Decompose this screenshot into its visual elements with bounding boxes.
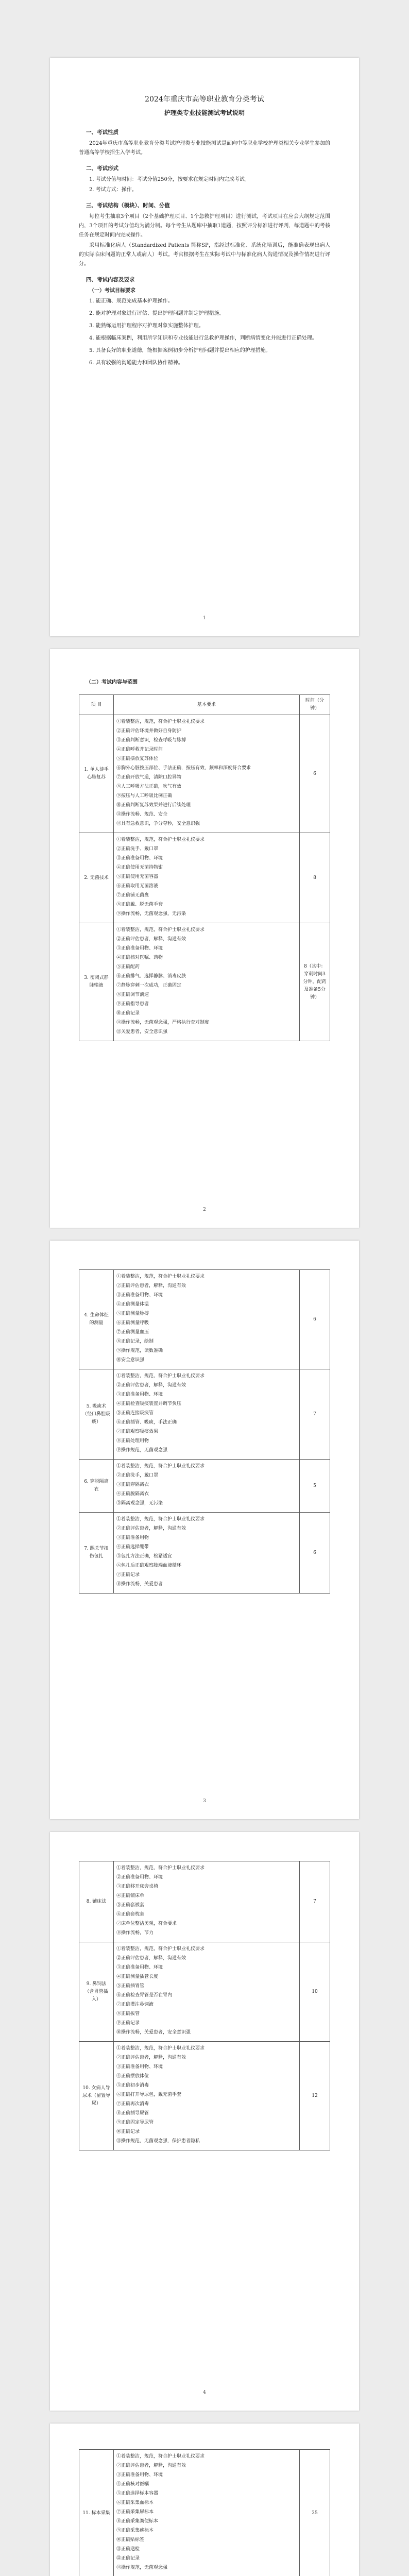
table-body (79, 1270, 330, 1594)
requirement-item: ③正确判断意识，检查呼吸与脉搏 (116, 738, 186, 743)
requirement-item: ④正确使用无菌持物钳 (116, 865, 163, 870)
requirement-item: ④正确检查吸痰装置并调节负压 (116, 1401, 182, 1406)
requirements-cell (114, 923, 300, 1041)
requirement-item: ⑨按压与人工呼吸比例正确 (116, 793, 173, 799)
requirement-item: ②正确评估环境并做好自身防护 (116, 728, 182, 734)
goal-item: 6. 具有较强的沟通能力和团队协作精神。 (89, 360, 183, 366)
requirement-item: ③正确准备用物、环境 (116, 1293, 163, 1298)
time-cell: 7 (300, 1369, 330, 1460)
requirement-item: ④正确选择绷带 (116, 1545, 149, 1550)
time-cell: 8 (300, 833, 330, 923)
requirement-item: ⑦正确铺无菌盘 (116, 893, 149, 898)
requirement-item: ①着装整洁，规范，符合护士职业礼仪要求 (116, 2046, 205, 2051)
document-title: 2024年重庆市高等职业教育分类考试 (145, 95, 264, 104)
requirement-item: ④正确脱隔离衣 (116, 1492, 149, 1497)
requirements-cell (114, 1369, 300, 1460)
requirements-cell (114, 1270, 300, 1369)
exam-content-table-cont (79, 2449, 330, 2576)
project-cell: 2. 无菌技术 (79, 833, 114, 923)
requirement-item: ①着装整洁，规范，符合护士职业礼仪要求 (116, 1517, 205, 1522)
table-row (79, 1460, 330, 1513)
requirement-item: ⑤正确连接吸痰管 (116, 1411, 154, 1416)
requirement-item: ①着装整洁，规范，符合护士职业礼仪要求 (116, 1374, 205, 1379)
requirement-item: ③正确准备用物、环境 (116, 946, 163, 951)
table-header-row (79, 695, 330, 715)
requirement-item: ⑫具有急救意识，争分夺秒，安全意识强 (116, 821, 200, 826)
table-body (79, 715, 330, 1041)
requirement-item: ①着装整洁，规范，符合护士职业礼仪要求 (116, 1946, 205, 1952)
requirement-item: ⑫正确记录 (116, 2556, 140, 2561)
section-2-title: 二、考试形式 (86, 165, 118, 172)
page-5-content (79, 2449, 330, 2576)
requirements-cell (114, 1942, 300, 2042)
requirement-item: ⑧正确戴、脱无菌手套 (116, 902, 163, 907)
document-page-3 (50, 1241, 359, 1819)
requirement-item: ⑧正确记录，绘制 (116, 1339, 154, 1344)
exam-content-table (79, 694, 330, 1041)
requirement-item: ⑥正确排气、选择静脉、消毒皮肤 (116, 974, 186, 979)
requirement-item: ⑤包扎方法正确，松紧适宜 (116, 1554, 173, 1559)
requirement-item: ⑧操作流畅，关爱患者 (116, 1582, 163, 1587)
requirement-item: ⑨操作规范，无菌观念强 (116, 1448, 168, 1453)
requirement-item: ⑦正确再次消毒 (116, 2102, 149, 2107)
project-cell: 10. 女病人导尿术（留置导尿） (79, 2042, 114, 2150)
requirement-item: ②正确评估患者，解释，沟通有效 (116, 1383, 186, 1388)
table-row (79, 1270, 330, 1369)
requirement-item: ⑪操作规范，无菌观念强，保护患者隐私 (116, 2139, 200, 2144)
requirement-item: ①着装整洁，规范，符合护士职业礼仪要求 (116, 719, 205, 724)
requirement-item: ⑤正确初步消毒 (116, 2083, 149, 2088)
requirement-item: ⑩正确记录 (116, 2129, 140, 2134)
section-1-title: 一、考试性质 (86, 129, 118, 135)
table-row (79, 715, 330, 833)
requirement-item: ②正确评估患者，解释，沟通有效 (116, 1283, 186, 1289)
time-cell: 25 (300, 2450, 330, 2576)
header-time: 时间（分钟） (300, 695, 330, 715)
requirement-item: ①着装整洁，规范，符合护士职业礼仪要求 (116, 1274, 205, 1279)
requirement-item: ⑨正确指导患者 (116, 1002, 149, 1007)
time-cell: 7 (300, 1861, 330, 1942)
requirement-item: ⑥正确套枕套 (116, 1912, 145, 1917)
page-number: 1 (203, 616, 206, 621)
page-4-content (79, 1861, 330, 2150)
requirement-item: ⑤正确测量脉搏 (116, 1311, 149, 1316)
requirement-item: ①着装整洁，规范，符合护士职业礼仪要求 (116, 1866, 205, 1871)
document-subtitle: 护理类专业技能测试考试说明 (164, 109, 245, 116)
table-row (79, 1861, 330, 1942)
requirement-item: ⑥正确测量呼吸 (116, 1320, 149, 1326)
requirement-item: ⑩安全意识强 (116, 1358, 145, 1363)
goal-item: 3. 能熟练运用护理程序对护理对象实施整体护理。 (89, 323, 204, 329)
table-row (79, 923, 330, 1041)
header-project: 项 目 (79, 695, 114, 715)
requirement-item: ③正确准备用物、环境 (116, 1392, 163, 1397)
requirement-item: ⑩正确判断复苏效果并进行后续处理 (116, 803, 191, 808)
requirement-item: ⑤正确套被套 (116, 1903, 145, 1908)
requirements-cell (114, 2042, 300, 2150)
requirement-item: ⑩正确贴标签 (116, 2537, 145, 2543)
requirement-item: ⑬操作规范，无菌观念强 (116, 2565, 168, 2570)
requirement-item: ④正确测量插管长度 (116, 1974, 159, 1979)
requirements-cell (114, 2450, 300, 2576)
document-page-4 (50, 1832, 359, 2411)
requirement-item: ⑥包扎后正确观察肢端血液循环 (116, 1563, 182, 1568)
page-1-content (79, 94, 330, 371)
document-page-2 (50, 649, 359, 1228)
requirement-item: ⑧正确拔管 (116, 2011, 140, 2016)
requirement-item: ⑤正确插胃管 (116, 1984, 145, 1989)
time-cell: 8（其中：穿刺时间3分钟，配药及准备5分钟） (300, 923, 330, 1041)
requirement-item: ⑧正确插导尿管 (116, 2111, 149, 2116)
requirements-cell (114, 1460, 300, 1513)
header-requirements: 基本要求 (114, 695, 300, 715)
project-cell: 6. 穿脱隔离衣 (79, 1460, 114, 1513)
table-caption: （二）考试内容与范围 (86, 680, 138, 685)
requirement-item: ⑤正确配药 (116, 964, 140, 970)
page-3-content (79, 1269, 330, 1594)
requirement-item: ①着装整洁，规范，符合护士职业礼仪要求 (116, 1464, 205, 1469)
goal-item: 2. 能对护理对象进行评估、提出护理问题并制定护理措施。 (89, 311, 225, 316)
section-2-item: 2. 考试方式：操作。 (89, 187, 137, 193)
page-number: 3 (203, 1799, 206, 1804)
requirement-item: ⑦正确采集尿标本 (116, 2510, 154, 2515)
requirement-item: ⑤隔离观念强，无污染 (116, 1501, 163, 1506)
table-row (79, 2450, 330, 2576)
requirement-item: ⑦正确记录 (116, 1572, 140, 1578)
requirement-item: ④正确摆放体位 (116, 2074, 149, 2079)
requirement-item: ⑨操作流畅，无菌观念强，无污染 (116, 911, 186, 917)
requirement-item: ⑧正确调节滴速 (116, 992, 149, 997)
project-cell: 3. 密闭式静脉输液 (79, 923, 114, 1041)
requirement-item: ②正确准备用物、环境 (116, 1875, 163, 1880)
requirement-item: ④正确核对医嘱、药物 (116, 955, 163, 960)
requirement-item: ⑥胸外心脏按压部位、手法正确，按压有效，频率和深度符合要求 (116, 766, 251, 771)
requirement-item: ⑥正确取用无菌溶液 (116, 884, 159, 889)
requirement-item: ⑦正确测量血压 (116, 1330, 149, 1335)
requirement-item: ⑧正确采集粪便标本 (116, 2519, 159, 2524)
requirement-item: ②正确洗手，戴口罩 (116, 1473, 159, 1478)
project-cell: 7. 踝关节扭伤包扎 (79, 1513, 114, 1594)
requirement-item: ⑤正确使用无菌容器 (116, 874, 159, 879)
requirement-item: ③正确准备用物 (116, 1535, 149, 1540)
section-3-text: 每位考生抽取3个项目（2个基础护理项目、1个急救护理项目）进行测试，考试项目在应会大纲规定范围内，3个项目的考试分值均为满分制。每个考生从题库中抽取1道题，按照评分标准进行评判，每道题中的考核任务在规定时间内完成操作。 (79, 214, 330, 238)
requirement-item: ⑥正确打开导尿包，戴无菌手套 (116, 2092, 182, 2097)
exam-content-table-cont (79, 1861, 330, 2150)
requirements-cell (114, 1861, 300, 1942)
requirements-cell (114, 715, 300, 833)
requirement-item: ⑩正确记录 (116, 1011, 140, 1016)
requirement-item: ⑪操作流畅、规范、安全 (116, 812, 168, 817)
project-cell: 11. 标本采集 (79, 2450, 114, 2576)
section-1-text: 2024年重庆市高等职业教育分类考试护理类专业技能测试是面向中等职业学校护理类相关专业学生参加的普通高等学校招生入学考试。 (79, 141, 330, 156)
requirement-item: ⑦正确灌注鼻饲液 (116, 2002, 154, 2007)
document-page-5 (50, 2424, 359, 2576)
requirement-item: ⑦正确开放气道，清除口腔异物 (116, 775, 182, 780)
requirement-item: ②正确洗手、戴口罩 (116, 846, 159, 852)
requirement-item: ⑨正确记录 (116, 2021, 140, 2026)
requirement-item: ②正确评估患者，解释，沟通有效 (116, 937, 186, 942)
section-2-item: 1. 考试分值与时间：考试分值250分，按要求在规定时间内完成考试。 (89, 177, 250, 182)
requirement-item: ⑨操作规范，读数准确 (116, 1348, 163, 1353)
time-cell: 6 (300, 715, 330, 833)
requirement-item: ⑧人工呼吸方法正确，吹气有效 (116, 784, 182, 789)
requirement-item: ⑦床单位整洁美观，符合要求 (116, 1921, 177, 1926)
requirement-item: ①着装整洁，规范，符合护士职业礼仪要求 (116, 927, 205, 933)
requirement-item: ③正确准备用物、环境 (116, 2064, 163, 2070)
goal-item: 4. 能根据临床案例，利用所学知识和专业技能进行急救护理操作，判断病情变化并能进行正确处理。 (89, 335, 317, 341)
requirement-item: ⑪正确送检 (116, 2547, 140, 2552)
project-cell: 4. 生命体征的测量 (79, 1270, 114, 1369)
requirement-item: ④正确铺床单 (116, 1893, 145, 1899)
section-4-title: 四、考试内容及要求 (86, 277, 135, 283)
table-body (79, 2450, 330, 2576)
requirement-item: ①着装整洁，规范，符合护士职业礼仪要求 (116, 2454, 205, 2459)
table-row (79, 1513, 330, 1594)
requirement-item: ②正确评估患者，解释，沟通有效 (116, 1526, 186, 1531)
requirement-item: ⑥正确采集血标本 (116, 2500, 154, 2505)
requirements-cell (114, 833, 300, 923)
goal-item: 1. 能正确、规范完成基本护理操作。 (89, 298, 173, 304)
section-3-text: 采用标准化病人（Standardized Patients 简称SP，指经过标准化、系统化培训后，能准确表现出病人的实际临床问题的正常人或病人）考试。考官根据考生在实际考试中与标准化病人沟通情况及操作情况进行评分。 (79, 243, 330, 267)
requirement-item: ⑧操作流畅，节力 (116, 1930, 154, 1936)
requirement-item: ④正确核对医嘱 (116, 2482, 149, 2487)
table-row (79, 1942, 330, 2042)
page-number: 4 (203, 2390, 206, 2395)
document-page-1 (50, 58, 359, 636)
table-row (79, 2042, 330, 2150)
page-2-content (79, 678, 330, 1041)
requirements-cell (114, 1513, 300, 1594)
time-cell: 6 (300, 1513, 330, 1594)
requirement-item: ⑤正确摆放复苏体位 (116, 756, 159, 761)
requirement-item: ③正确准备用物、环境 (116, 1965, 163, 1970)
time-cell: 6 (300, 1270, 330, 1369)
requirement-item: ②正确评估患者，解释，沟通有效 (116, 1956, 186, 1961)
exam-content-table-cont (79, 1269, 330, 1594)
requirement-item: ③正确准备用物、环境 (116, 2472, 163, 2478)
requirement-item: ②正确评估患者，解释，沟通有效 (116, 2463, 186, 2468)
project-cell: 8. 铺床法 (79, 1861, 114, 1942)
table-row (79, 1369, 330, 1460)
project-cell: 5. 吸痰术（经口鼻腔吸痰） (79, 1369, 114, 1460)
requirement-item: ④正确测量体温 (116, 1302, 149, 1307)
table-body (79, 1861, 330, 2150)
project-cell: 9. 鼻饲法（含胃管插入） (79, 1942, 114, 2042)
time-cell: 5 (300, 1460, 330, 1513)
requirement-item: ⑤正确选择标本容器 (116, 2491, 159, 2496)
table-row (79, 833, 330, 923)
requirement-item: ③正确穿隔离衣 (116, 1482, 149, 1487)
section-4-subtitle: （一）考试目标要求 (89, 288, 135, 294)
requirement-item: ⑨正确采集痰标本 (116, 2528, 154, 2533)
requirement-item: ⑥正确插管、吸痰，手法正确 (116, 1420, 177, 1425)
goal-item: 5. 具备良好的职业道德，能根据案例初步分析护理问题并提出相应的护理措施。 (89, 348, 271, 353)
requirement-item: ③正确移开床旁桌椅 (116, 1884, 159, 1889)
requirement-item: ⑩操作流畅，关爱患者，安全意识强 (116, 2030, 191, 2035)
requirement-item: ⑥正确检查胃管是否在胃内 (116, 1993, 173, 1998)
time-cell: 10 (300, 1942, 330, 2042)
project-cell: 1. 单人徒手心肺复苏 (79, 715, 114, 833)
requirement-item: ①着装整洁，规范，符合护士职业礼仪要求 (116, 837, 205, 842)
section-3-title: 三、考试结构（模块）、时间、分值 (86, 202, 170, 209)
time-cell: 12 (300, 2042, 330, 2150)
requirement-item: ②正确评估患者，解释，沟通有效 (116, 2055, 186, 2060)
requirement-item: ⑨正确固定导尿管 (116, 2120, 154, 2125)
page-number: 2 (203, 1207, 206, 1212)
requirement-item: ⑧正确处理用物 (116, 1438, 149, 1444)
requirement-item: ④正确呼救并记录时间 (116, 747, 163, 752)
requirement-item: ⑫关爱患者，安全意识强 (116, 1029, 168, 1035)
requirement-item: ⑦静脉穿刺一次成功，正确固定 (116, 983, 182, 988)
requirement-item: ⑪操作流畅，无菌观念强，严格执行查对制度 (116, 1020, 210, 1025)
requirement-item: ⑦正确观察吸痰效果 (116, 1429, 159, 1434)
requirement-item: ③正确准备用物、环境 (116, 856, 163, 861)
